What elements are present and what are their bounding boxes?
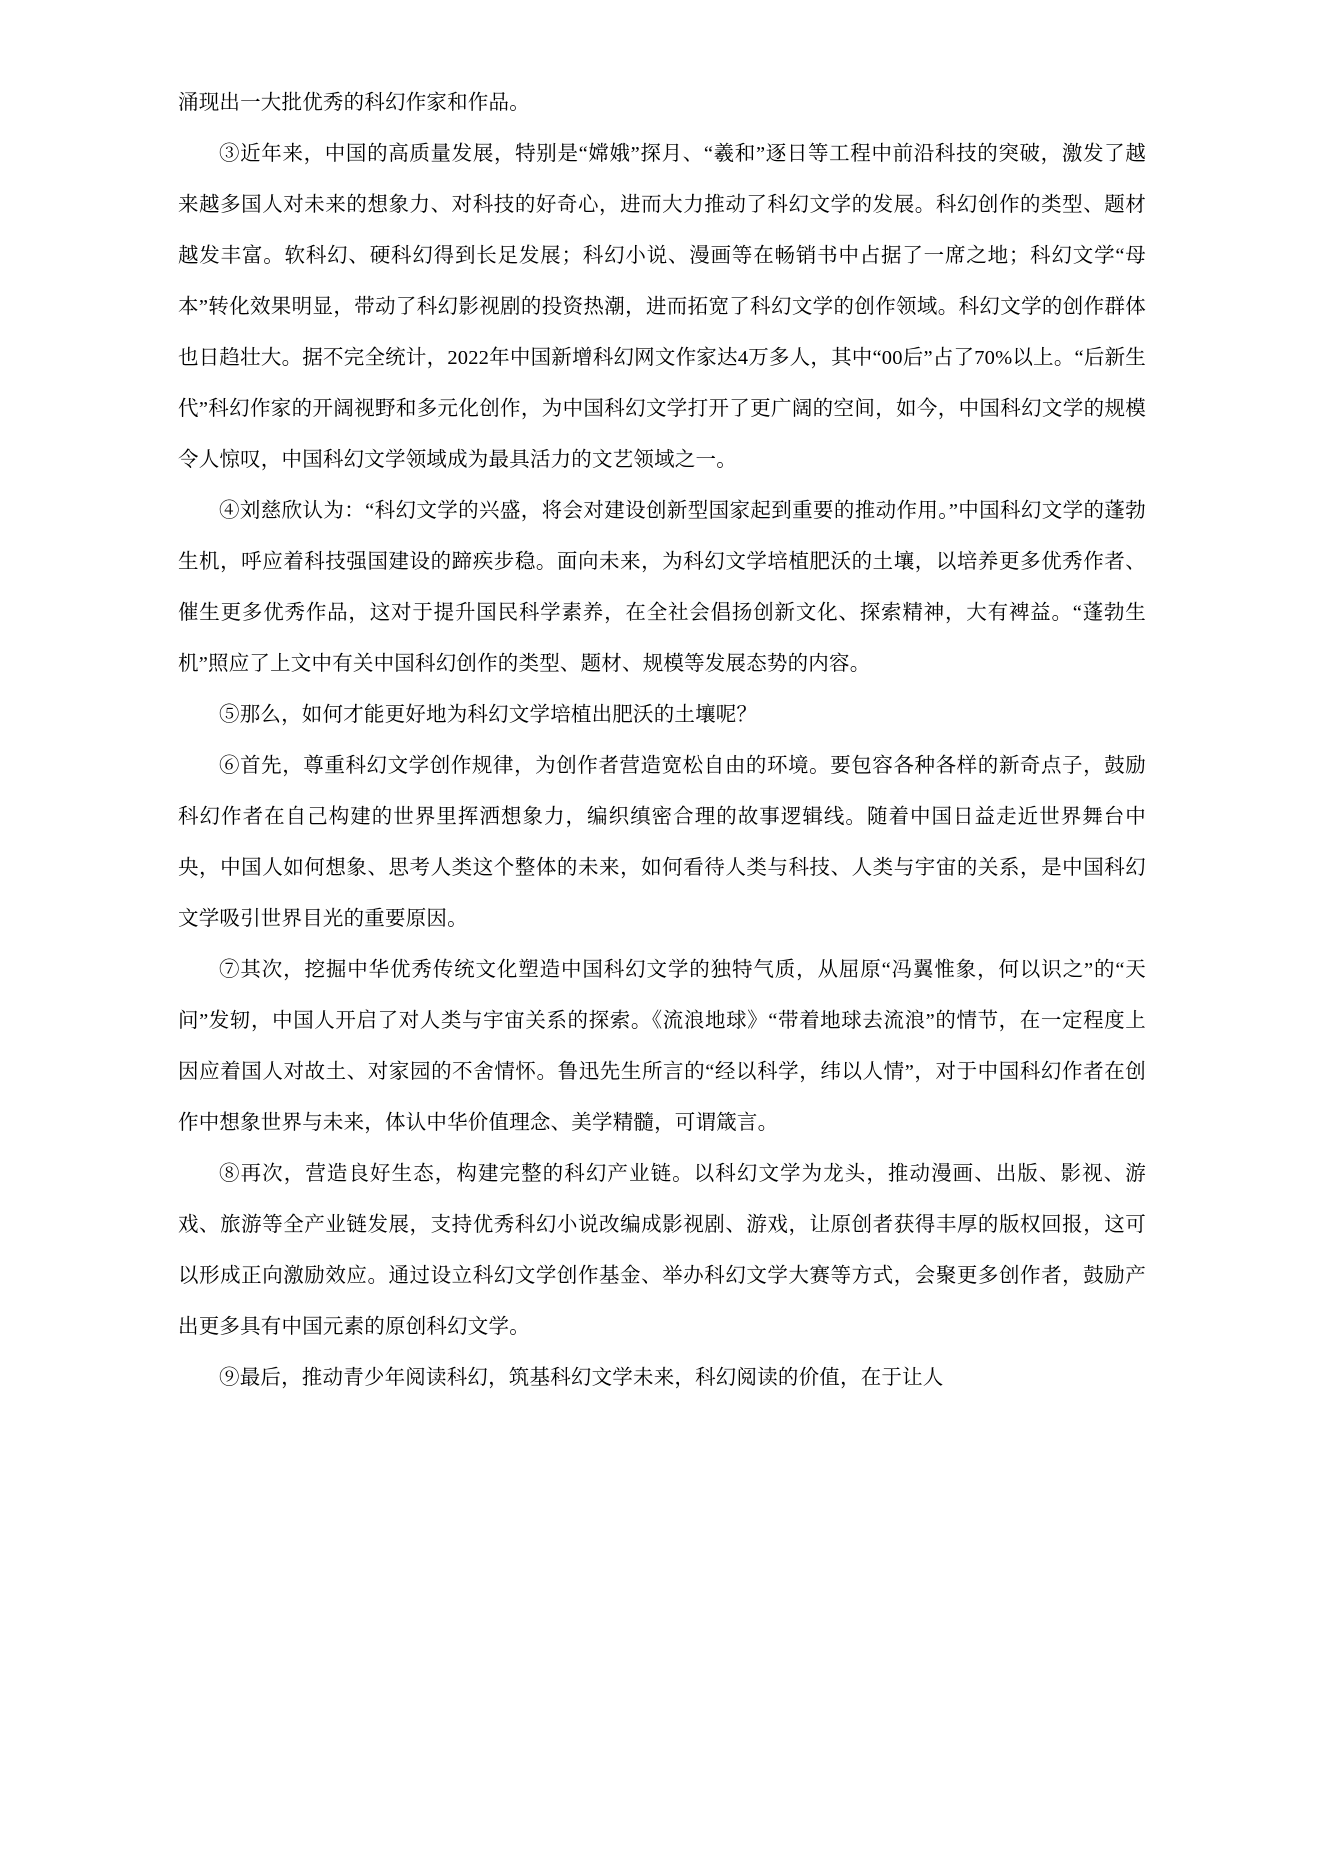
paragraph-9: ⑨最后，推动青少年阅读科幻，筑基科幻文学未来，科幻阅读的价值，在于让人 <box>219 1367 944 1389</box>
paragraph-3: ③近年来，中国的高质量发展，特别是“嫦娥”探月、“羲和”逐日等工程中前沿科技的突破，激发了越来越多国人对未来的想象力、对科技的好奇心，进而大力推动了科幻文学的发展。科幻创作的类型、题材越发丰富。软科幻、硬科幻得到长足发展；科幻小说、漫画等在畅销书中占据了一席之地；科幻文学“母本”转化效果明显，带动了科幻影视剧的投资热潮，进而拓宽了科幻文学的创作领域。科幻文学的创作群体也日趋壮大。据不完全统计，2022年中国新增科幻网文作家达4万多人，其中“00后”占了70%以上。“后新生代”科幻作家的开阔视野和多元化创作，为中国科幻文学打开了更广阔的空间，如今，中国科幻文学的规模令人惊叹，中国科幻文学领域成为最具活力的文艺领域之一。 <box>178 143 1146 471</box>
paragraph-continuation: 涌现出一大批优秀的科幻作家和作品。 <box>178 92 530 114</box>
document-body <box>178 78 1146 1404</box>
paragraph-5: ⑤那么，如何才能更好地为科幻文学培植出肥沃的土壤呢？ <box>219 704 758 726</box>
paragraph-4: ④刘慈欣认为：“科幻文学的兴盛，将会对建设创新型国家起到重要的推动作用。”中国科幻文学的蓬勃生机，呼应着科技强国建设的蹄疾步稳。面向未来，为科幻文学培植肥沃的土壤，以培养更多优秀作者、催生更多优秀作品，这对于提升国民科学素养，在全社会倡扬创新文化、探索精神，大有裨益。“蓬勃生机”照应了上文中有关中国科幻创作的类型、题材、规模等发展态势的内容。 <box>178 500 1146 675</box>
paragraph-8: ⑧再次，营造良好生态，构建完整的科幻产业链。以科幻文学为龙头，推动漫画、出版、影视、游戏、旅游等全产业链发展，支持优秀科幻小说改编成影视剧、游戏，让原创者获得丰厚的版权回报，这可以形成正向激励效应。通过设立科幻文学创作基金、举办科幻文学大赛等方式，会聚更多创作者，鼓励产出更多具有中国元素的原创科幻文学。 <box>178 1163 1146 1338</box>
paragraph-6: ⑥首先，尊重科幻文学创作规律，为创作者营造宽松自由的环境。要包容各种各样的新奇点子，鼓励科幻作者在自己构建的世界里挥洒想象力，编织缜密合理的故事逻辑线。随着中国日益走近世界舞台中央，中国人如何想象、思考人类这个整体的未来，如何看待人类与科技、人类与宇宙的关系，是中国科幻文学吸引世界目光的重要原因。 <box>178 755 1146 930</box>
paragraph-7: ⑦其次，挖掘中华优秀传统文化塑造中国科幻文学的独特气质，从屈原“冯翼惟象，何以识之”的“天问”发轫，中国人开启了对人类与宇宙关系的探索。《流浪地球》“带着地球去流浪”的情节，在一定程度上因应着国人对故土、对家园的不舍情怀。鲁迅先生所言的“经以科学，纬以人情”，对于中国科幻作者在创作中想象世界与未来，体认中华价值理念、美学精髓，可谓箴言。 <box>178 959 1146 1134</box>
